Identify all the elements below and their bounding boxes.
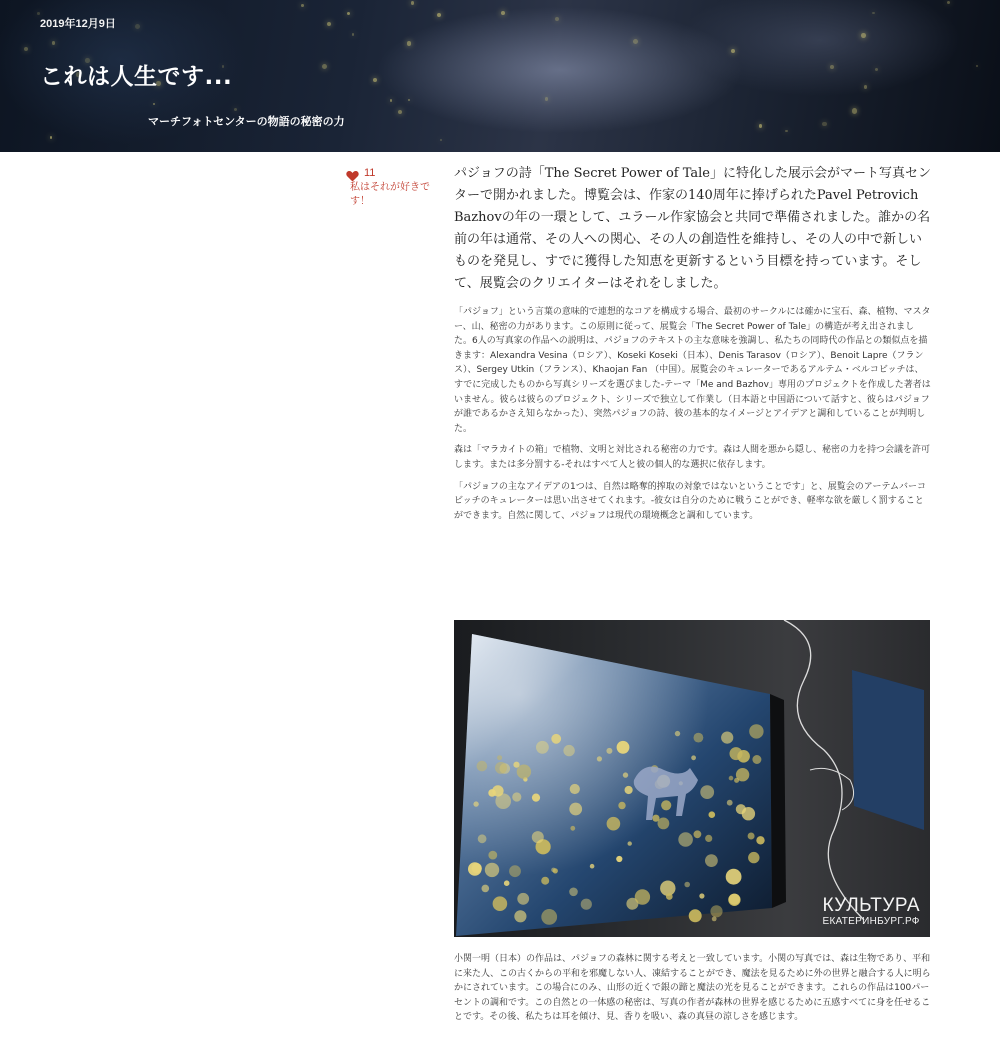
photo-bokeh-dot <box>694 830 702 838</box>
photo-bokeh-dot <box>748 833 755 840</box>
bokeh-dot <box>301 4 304 7</box>
bokeh-dot <box>398 110 402 114</box>
photo-bokeh-dot <box>590 864 595 869</box>
photo-bokeh-dot <box>661 800 671 810</box>
bokeh-dot <box>852 108 858 114</box>
photo-bokeh-dot <box>684 882 690 888</box>
photo-bokeh-dot <box>726 869 742 885</box>
heart-icon[interactable] <box>346 167 359 179</box>
photo-bokeh-dot <box>678 832 693 847</box>
bokeh-dot <box>373 78 377 82</box>
article-paragraph: 小関一明（日本）の作品は、パジョフの森林に関する考えと一致しています。小関の写真では、森は生物であり、平和に来た人、この古くからの平和を邪魔しない人、凍結することができ、魔法を見るために外の世界と融合する人に明らかにされています。この場合にのみ、山形の近くで銀の蹄と魔法の光を見ることができます。これらの作品は100パーセントの調和です。この自然との一体感の秘密は、写真の作者が森林の世界を感じるために五感すべてに身を任せることです。その後、私たちは耳を傾け、見、香りを吸い、森の真昼の涼しさを感じます。 <box>454 954 931 1023</box>
photo-bokeh-dot <box>727 800 733 806</box>
photo-bokeh-dot <box>628 841 632 845</box>
photo-bokeh-dot <box>495 793 511 809</box>
watermark-sub: ЕКАТЕРИНБУРГ.РФ <box>822 916 920 927</box>
photo-bokeh-dot <box>623 772 628 777</box>
photo-bokeh-dot <box>488 851 497 860</box>
bokeh-dot <box>759 124 762 127</box>
article-continuation <box>454 952 932 1032</box>
bokeh-dot <box>50 136 53 139</box>
article-paragraph: 「パジョフの主なアイデアの1つは、自然は略奪的搾取の対象ではないということです」と、展覧会のアーテムバーコビッチのキュレーターは思い出させてくれます。-彼女は自分のために戦うことができ、軽率な欲を厳しく罰することができます。自然に関して、パジョフは現代の環境概念と調和しています。 <box>454 481 927 521</box>
bokeh-dot <box>437 13 441 17</box>
photo-bokeh-dot <box>729 776 734 781</box>
bokeh-dot <box>407 41 411 45</box>
bokeh-dot <box>347 12 350 15</box>
photo-bokeh-dot <box>721 732 733 744</box>
photo-bokeh-dot <box>617 741 630 754</box>
photo-bokeh-dot <box>618 802 625 809</box>
photo-bokeh-dot <box>712 917 717 922</box>
bokeh-dot <box>822 122 826 126</box>
bokeh-dot <box>501 11 505 15</box>
bokeh-dot <box>830 65 834 69</box>
bokeh-dot <box>440 139 442 141</box>
photo-bokeh-dot <box>691 755 696 760</box>
photo-bokeh-dot <box>660 881 675 896</box>
photo-bokeh-dot <box>477 761 488 772</box>
photo-bokeh-dot <box>514 910 526 922</box>
article-paragraph: 森は「マラカイトの箱」で植物、文明と対比される秘密の力です。森は人間を悪から隠し、秘密の力を持つ会議を許可します。または多分罰する-それはすべて人と彼の個人的な選択に依存します。 <box>454 445 931 470</box>
bokeh-dot <box>322 64 328 70</box>
bokeh-dot <box>545 97 549 101</box>
photo-bokeh-dot <box>532 794 540 802</box>
photo-bokeh-dot <box>635 889 650 904</box>
photo-watermark <box>822 896 920 928</box>
exhibition-photo-drawing <box>454 620 930 937</box>
photo-bokeh-dot <box>705 835 712 842</box>
bokeh-dot <box>52 41 56 45</box>
photo-bokeh-dot <box>570 826 575 831</box>
article-body <box>454 163 932 530</box>
photo-bokeh-dot <box>536 741 549 754</box>
photo-bokeh-dot <box>569 803 582 816</box>
photo-bokeh-dot <box>563 745 574 756</box>
bokeh-dot <box>864 85 868 89</box>
photo-bokeh-dot <box>748 852 759 863</box>
post-subtitle: マーチフォトセンターの物語の秘密の力 <box>148 115 345 128</box>
bokeh-dot <box>947 1 950 4</box>
photo-bokeh-dot <box>541 909 557 925</box>
bokeh-dot <box>234 108 237 111</box>
watermark-main: КУЛЬТУРА <box>822 895 920 916</box>
photo-bokeh-dot <box>616 856 622 862</box>
photo-bokeh-dot <box>570 784 580 794</box>
photo-bokeh-dot <box>512 792 521 801</box>
photo-bokeh-dot <box>495 762 507 774</box>
photo-bokeh-dot <box>607 817 621 831</box>
like-count: 11 <box>364 167 376 179</box>
photo-bokeh-dot <box>689 909 702 922</box>
bokeh-dot <box>390 99 393 102</box>
photo-bokeh-dot <box>699 893 704 898</box>
photo-bokeh-dot <box>729 894 740 905</box>
photo-bokeh-dot <box>709 811 716 818</box>
like-widget[interactable] <box>346 167 438 209</box>
article-paragraph: 「パジョフ」という言葉の意味的で連想的なコアを構成する場合、最初のサークルには確かに宝石、森、植物、マスター、山、秘密の力があります。この原則に従って、展覧会「The Secret Power of Tale」の構造が考え出されました。6人の写真家の作品への説明は、パジョフのテキストの主な意味を強調し、私たちの同時代の作品との類似点を描きます：Alexandra Vesina（ロシア）、Koseki Koseki（日本）、Denis Tarasov（ロシア）、Benoit Lapre（フランス）、Sergey Utkin（フランス）、Khaojan Fan （中国）。展覧会のキュレーターであるアルテム・ベルコビッチは、すでに完成したものから写真シリーズを選びました-テーマ「Me and Bazhov」専用のプロジェクトを作成した著者はいません。彼らは彼らのプロジェクト、シリーズで独立して作業し（日本語と中国語について話すと、彼らはパジョフが誰であるかさえ知らなかった）、突然パジョフの詩、彼の基本的なイメージとアイデアと調和していることが判明した。 <box>454 307 931 434</box>
photo-bokeh-dot <box>497 755 502 760</box>
post-title[interactable]: これは人生です... <box>40 64 233 90</box>
bokeh-dot <box>731 49 735 53</box>
photo-bokeh-dot <box>581 899 592 910</box>
photo-bokeh-dot <box>509 865 521 877</box>
photo-bokeh-dot <box>513 762 519 768</box>
article-lead: パジョフの詩「The Secret Power of Tale」に特化した展示会がマート写真センターで開かれました。博覧会は、作家の140周年に捧げられたPavel Petrovich Bazhovの年の一環として、ユラール作家協会と共同で準備されました。誰かの名前の年は通常、その人への関心、その人の創造性を維持し、その人の中で新しいものを発見し、すでに獲得した知恵を更新するという目標を持っています。そして、展覧会のクリエイターはそれをしました。 <box>454 166 932 291</box>
photo-bokeh-dot <box>756 836 764 844</box>
photo-bokeh-dot <box>532 831 544 843</box>
photo-bokeh-dot <box>517 893 529 905</box>
photo-bokeh-dot <box>468 862 482 876</box>
photo-bokeh-dot <box>597 756 602 761</box>
photo-bokeh-dot <box>551 734 561 744</box>
photo-bokeh-dot <box>700 785 714 799</box>
photo-bokeh-dot <box>730 747 743 760</box>
photo-bokeh-dot <box>606 748 612 754</box>
bokeh-dot <box>24 47 28 51</box>
photo-bokeh-dot <box>705 854 718 867</box>
photo-bokeh-dot <box>752 755 761 764</box>
bokeh-dot <box>861 33 866 38</box>
photo-bokeh-dot <box>734 778 739 783</box>
bokeh-dot <box>872 12 874 14</box>
hero-banner <box>0 0 1000 152</box>
bokeh-dot <box>976 65 979 68</box>
photo-bokeh-dot <box>473 801 478 806</box>
photo-bokeh-dot <box>675 731 680 736</box>
photo-bokeh-dot <box>625 786 633 794</box>
photo-bokeh-dot <box>541 877 549 885</box>
bokeh-dot <box>327 22 331 26</box>
photo-bokeh-dot <box>742 807 755 820</box>
photo-bokeh-dot <box>749 724 763 738</box>
photo-bokeh-dot <box>478 834 487 843</box>
photo-bokeh-dot <box>493 896 508 911</box>
bokeh-dot <box>555 17 559 21</box>
photo-bokeh-dot <box>553 868 558 873</box>
like-label[interactable]: 私はそれが好きです！ <box>350 182 430 207</box>
photo-bokeh-dot <box>666 893 673 900</box>
photo-bokeh-dot <box>710 905 722 917</box>
photo-bokeh-dot <box>658 818 670 830</box>
photo-bokeh-dot <box>694 733 704 743</box>
post-date: 2019年12月9日 <box>40 18 116 30</box>
bokeh-dot <box>135 24 140 29</box>
photo-bokeh-dot <box>485 863 499 877</box>
bokeh-dot <box>352 33 354 35</box>
bokeh-dot <box>875 68 878 71</box>
photo-bokeh-dot <box>569 888 578 897</box>
bokeh-dot <box>408 99 410 101</box>
bokeh-dot <box>411 1 415 5</box>
bokeh-dot <box>153 103 155 105</box>
exhibition-photo <box>454 620 930 937</box>
bokeh-dot <box>785 130 788 133</box>
photo-bokeh-dot <box>504 880 510 886</box>
photo-bokeh-dot <box>482 885 490 893</box>
bokeh-dot <box>633 39 638 44</box>
